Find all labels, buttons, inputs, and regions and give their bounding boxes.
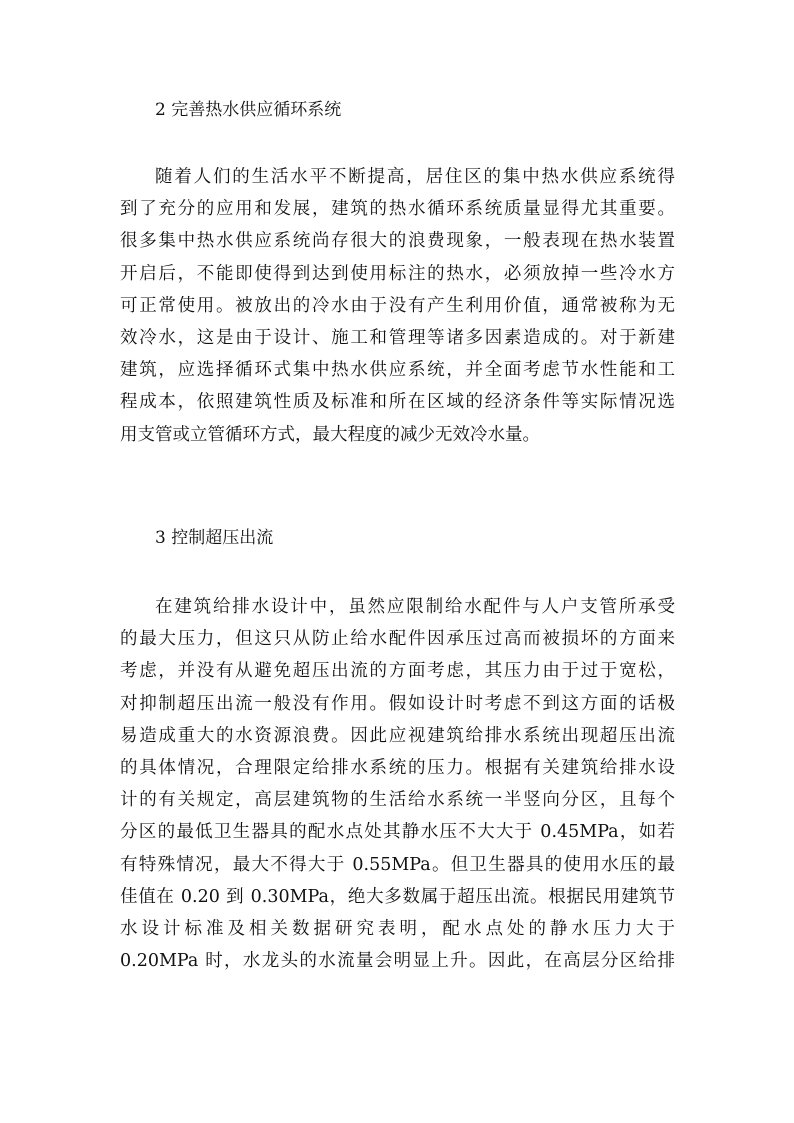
paragraph-line: 随着人们的生活水平不断提高，居住区的集中热水供应系统得 — [155, 167, 675, 187]
section-3-paragraph — [120, 591, 675, 977]
paragraph-line: 在建筑给排水设计中，虽然应限制给水配件与人户支管所承受 — [155, 597, 675, 617]
paragraph-line: 开启后，不能即使得到达到使用标注的热水，必须放掉一些冷水方 — [120, 263, 675, 284]
paragraph-line: 效冷水，这是由于设计、施工和管理等诸多因素造成的。对于新建 — [120, 327, 675, 348]
paragraph-line: 考虑，并没有从避免超压出流的方面考虑，其压力由于过于宽松， — [120, 661, 675, 682]
paragraph-line: 很多集中热水供应系统尚存很大的浪费现象，一般表现在热水装置 — [120, 231, 675, 252]
paragraph-line: 的具体情况，合理限定给排水系统的压力。根据有关建筑给排水设 — [120, 757, 675, 778]
paragraph-line: 建筑，应选择循环式集中热水供应系统，并全面考虑节水性能和工 — [120, 360, 675, 381]
paragraph-line: 水设计标准及相关数据研究表明，配水点处的静水压力大于 — [120, 918, 675, 939]
paragraph-line: 有特殊情况，最大不得大于 0.55MPa。但卫生器具的使用水压的最 — [120, 854, 675, 875]
paragraph-line: 计的有关规定，高层建筑物的生活给水系统一半竖向分区，且每个 — [120, 790, 675, 811]
section-2-paragraph — [120, 161, 675, 451]
paragraph-line: 可正常使用。被放出的冷水由于没有产生利用价值，通常被称为无 — [120, 295, 675, 316]
paragraph-line: 程成本，依照建筑性质及标准和所在区域的经济条件等实际情况选 — [120, 392, 675, 413]
paragraph-line: 分区的最低卫生器具的配水点处其静水压不大大于 0.45MPa，如若 — [120, 822, 675, 843]
paragraph-line: 的最大压力，但这只从防止给水配件因承压过高而被损坏的方面来 — [120, 629, 675, 650]
paragraph-line: 0.20MPa 时，水龙头的水流量会明显上升。因此，在高层分区给排 — [120, 951, 675, 972]
paragraph-line: 对抑制超压出流一般没有作用。假如设计时考虑不到这方面的话极 — [120, 693, 675, 714]
paragraph-line: 到了充分的应用和发展，建筑的热水循环系统质量显得尤其重要。 — [120, 199, 675, 220]
paragraph-line: 用支管或立管循环方式，最大程度的减少无效冷水量。 — [120, 424, 540, 445]
paragraph-line: 佳值在 0.20 到 0.30MPa，绝大多数属于超压出流。根据民用建筑节 — [120, 886, 675, 907]
section-2-heading: 2 完善热水供应循环系统 — [155, 100, 342, 120]
section-3-heading: 3 控制超压出流 — [155, 528, 274, 548]
paragraph-line: 易造成重大的水资源浪费。因此应视建筑给排水系统出现超压出流 — [120, 725, 675, 746]
